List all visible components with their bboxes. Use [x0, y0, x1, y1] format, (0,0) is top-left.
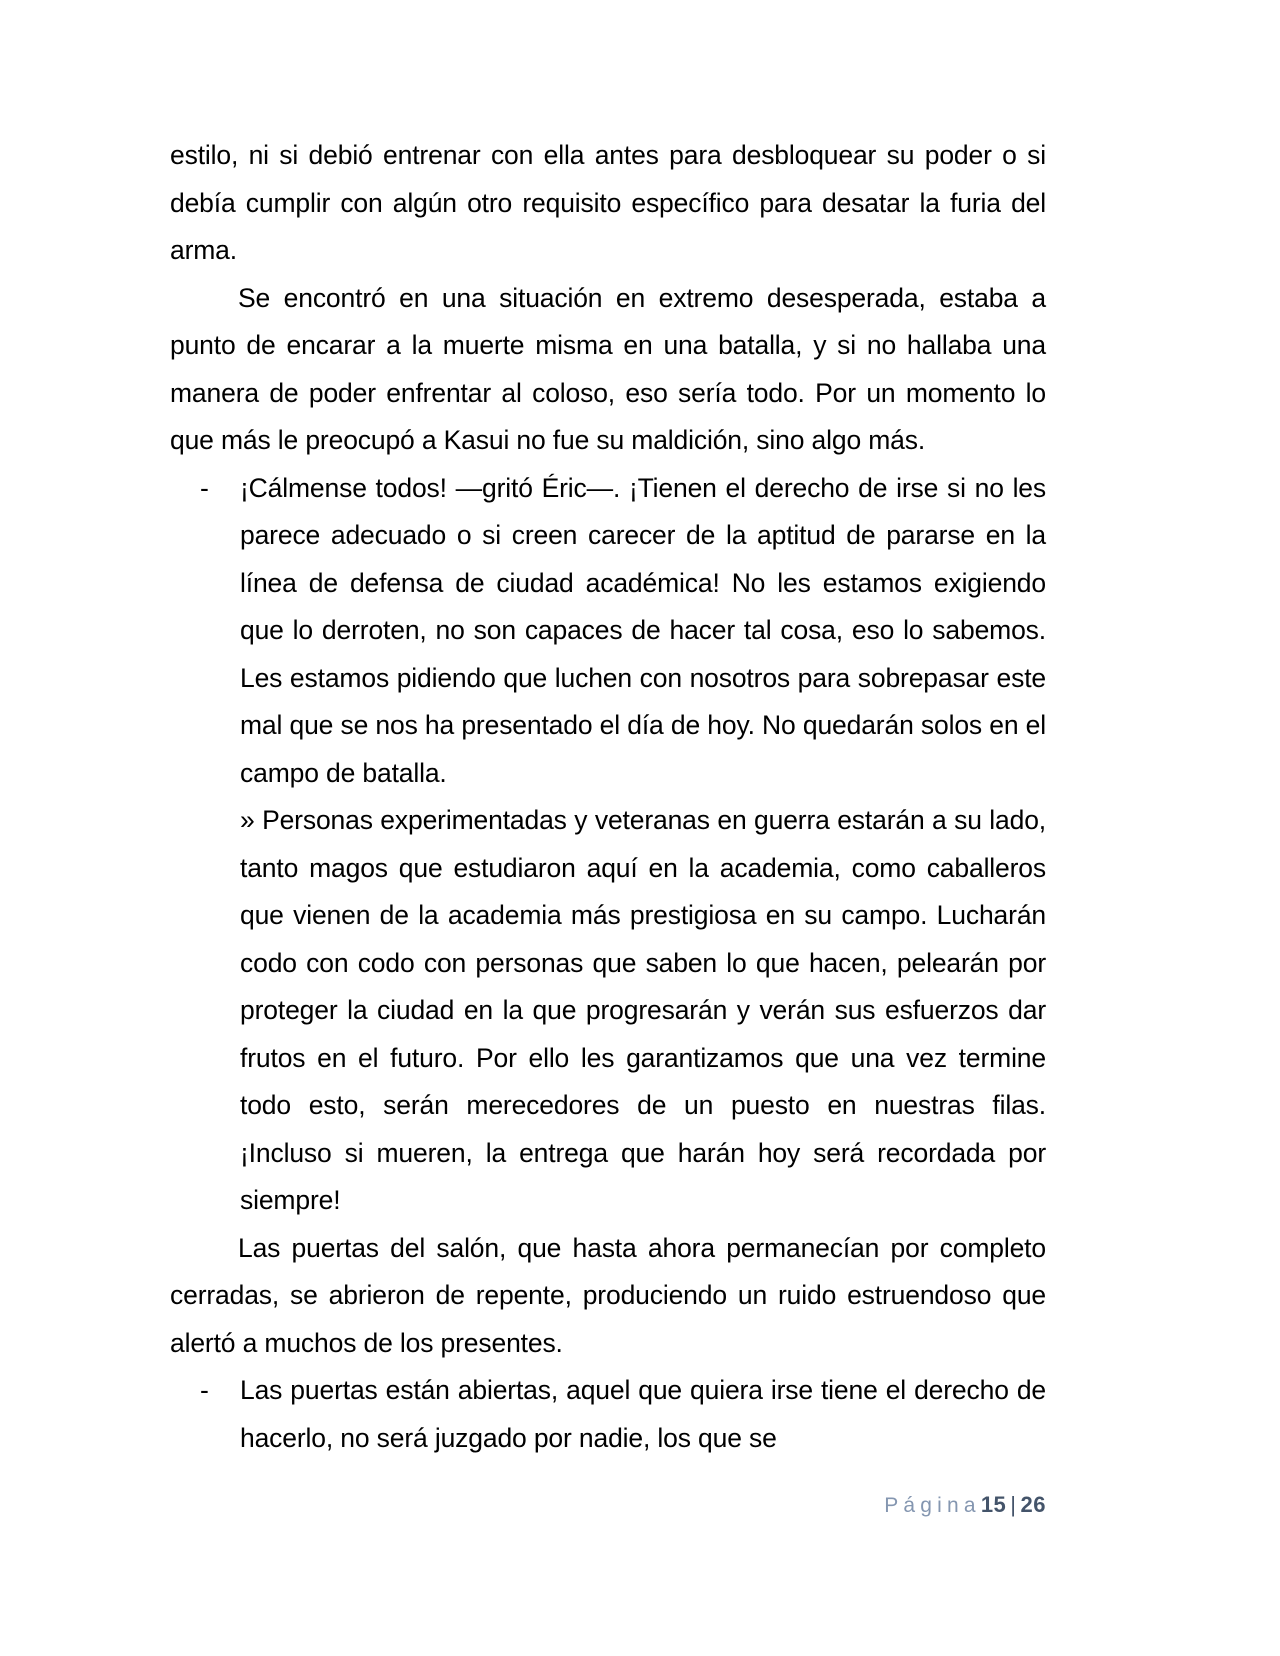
dialogue-list-eric: [170, 465, 1046, 1225]
footer-total-pages: 26: [1020, 1492, 1046, 1517]
paragraph-desesperada: Se encontró en una situación en extremo desesperada, estaba a punto de encarar a la muerte misma en una batalla, y si no hallaba una manera de poder enfrentar al coloso, eso sería todo. Por un momento lo que más le preocupó a Kasui no fue su maldición, sino algo más.: [170, 282, 1046, 455]
paragraph-continuation: estilo, ni si debió entrenar con ella antes para desbloquear su poder o si debía cumplir con algún otro requisito específico para desatar la furia del arma.: [170, 140, 1046, 265]
dialogue-eric-part-2: » Personas experimentadas y veteranas en guerra estarán a su lado, tanto magos que estudiaron aquí en la academia, como caballeros que vienen de la academia más prestigiosa en su campo. Lucharán codo con codo con personas que saben lo que hacen, pelearán por proteger la ciudad en la que progresarán y verán sus esfuerzos dar frutos en el futuro. Por ello les garantizamos que una vez termine todo esto, serán merecedores de un puesto en nuestras filas. ¡Incluso si mueren, la entrega que harán hoy será recordada por siempre!: [240, 805, 1046, 1215]
dialogue-eric-part-1: ¡Cálmense todos! —gritó Éric—. ¡Tienen el derecho de irse si no les parece adecuado o si creen carecer de la aptitud de pararse en la línea de defensa de ciudad académica! No les estamos exigiendo que lo derroten, no son capaces de hacer tal cosa, eso lo sabemos. Les estamos pidiendo que luchen con nosotros para sobrepasar este mal que se nos ha presentado el día de hoy. No quedarán solos en el campo de batalla.: [240, 472, 1046, 788]
footer-pagina-label: Página: [884, 1494, 981, 1517]
paragraph-puertas-salon: Las puertas del salón, que hasta ahora permanecían por completo cerradas, se abrieron de repente, produciendo un ruido estruendoso que alertó a muchos de los presentes.: [170, 1232, 1046, 1358]
dialogue-list-puertas: [170, 1367, 1046, 1462]
list-item: [170, 465, 1046, 1225]
footer-separator: |: [1010, 1492, 1017, 1517]
list-dash-marker: -: [200, 472, 209, 503]
page-footer: [170, 1492, 1046, 1518]
dialogue-puertas-text: Las puertas están abiertas, aquel que quiera irse tiene el derecho de hacerlo, no será juzgado por nadie, los que se: [240, 1375, 1046, 1453]
list-item: [170, 1367, 1046, 1462]
list-dash-marker: -: [200, 1375, 209, 1405]
page-content: [170, 132, 1046, 1462]
footer-current-page: 15: [980, 1492, 1007, 1517]
